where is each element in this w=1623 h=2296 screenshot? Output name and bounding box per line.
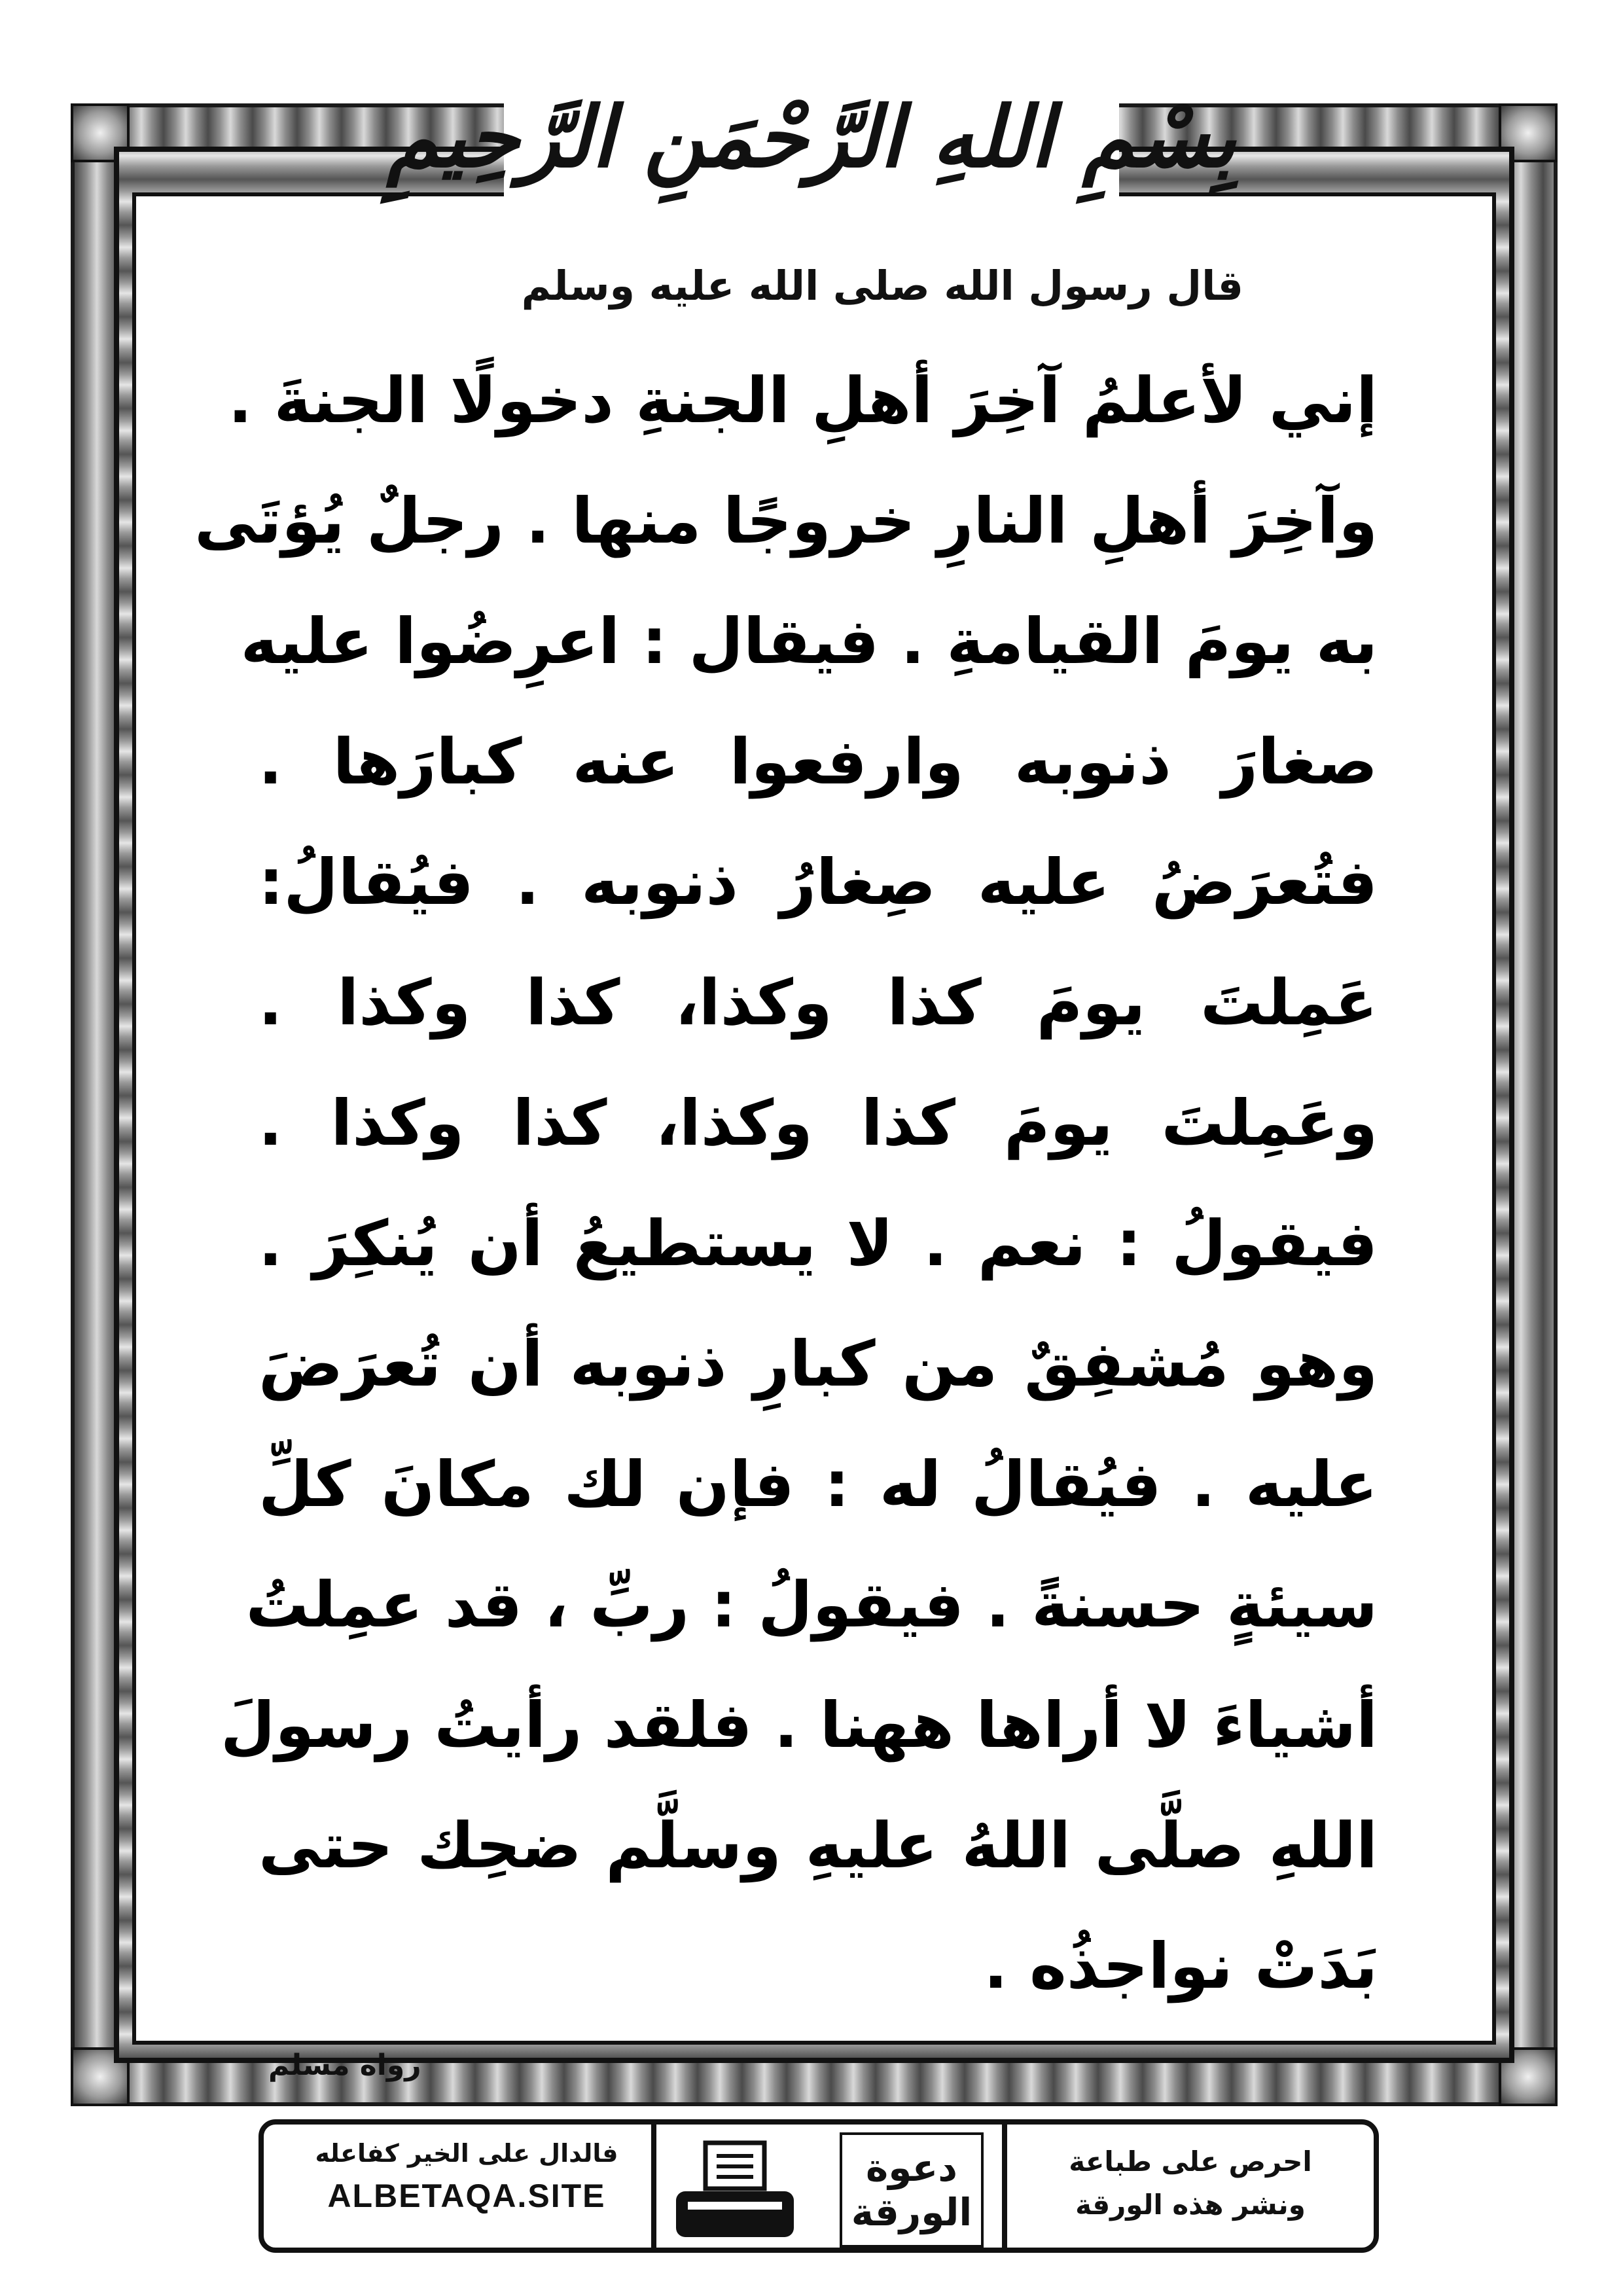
hadith-line: سيئةٍ حسنةً . فيقولُ : ربِّ ، قد عمِلتُ [245,1568,1378,1641]
footer-motto: فالدال على الخير كفاعله [315,2139,618,2168]
website-link[interactable]: ALBETAQA.SITE [327,2178,606,2214]
footer-divider [651,2125,656,2248]
hadith-line: وهو مُشفِقٌ من كبارِ ذنوبه أن تُعرَضَ [259,1327,1378,1401]
hadith-line: بَدَتْ نواجذُه . [984,1929,1378,2003]
basmala-cartouche [386,39,1237,236]
hadith-line: صغارَ ذنوبه وارفعوا عنه كبارَها . [259,725,1378,798]
footer-banner [259,2119,1379,2253]
basmala-calligraphy: بِسْمِ اللهِ الرَّحْمَنِ الرَّحِيمِ [386,88,1237,187]
logo-text: دعوة [866,2145,957,2190]
hadith-line: عَمِلتَ يومَ كذا وكذا، كذا وكذا . [259,966,1378,1039]
hadith-line: فتُعرَضُ عليه صِغارُ ذنوبه . فيُقالُ: [259,846,1378,919]
logo-text: الورقة [851,2190,972,2234]
hadith-text [194,340,1378,2026]
hadith-source: رواه مسلم [268,2049,421,2082]
footer-website-block [290,2139,643,2215]
hadith-line: أشياءَ لا أراها ههنا . فلقد رأيتُ رسولَ [221,1689,1378,1762]
hadith-line: به يومَ القيامةِ . فيقال : اعرِضُوا عليه [240,605,1378,678]
hadith-line: عليه . فيُقالُ له : فإن لك مكانَ كلِّ [259,1448,1378,1521]
call-line: احرص على طباعة [1069,2145,1312,2178]
hadith-line: وآخِرَ أهلِ النارِ خروجًا منها . رجلٌ يُؤتَى [194,484,1378,558]
hadith-line: إني لأعلمُ آخِرَ أهلِ الجنةِ دخولًا الجنةَ . [228,364,1378,437]
dawat-alwaraqa-logo [840,2132,984,2248]
footer-call-to-action [1033,2140,1347,2227]
hadith-line: اللهِ صلَّى اللهُ عليهِ وسلَّم ضحِك حتى [259,1809,1378,1882]
hadith-line: فيقولُ : نعم . لا يستطيعُ أن يُنكِرَ . [259,1207,1378,1280]
footer-divider [1002,2125,1007,2248]
call-line: ونشر هذه الورقة [1075,2189,1306,2221]
hadith-line: وعَمِلتَ يومَ كذا وكذا، كذا وكذا . [259,1086,1378,1160]
hadith-attribution: قال رسول الله صلى الله عليه وسلم [521,262,1243,310]
printer-icon [669,2138,800,2242]
